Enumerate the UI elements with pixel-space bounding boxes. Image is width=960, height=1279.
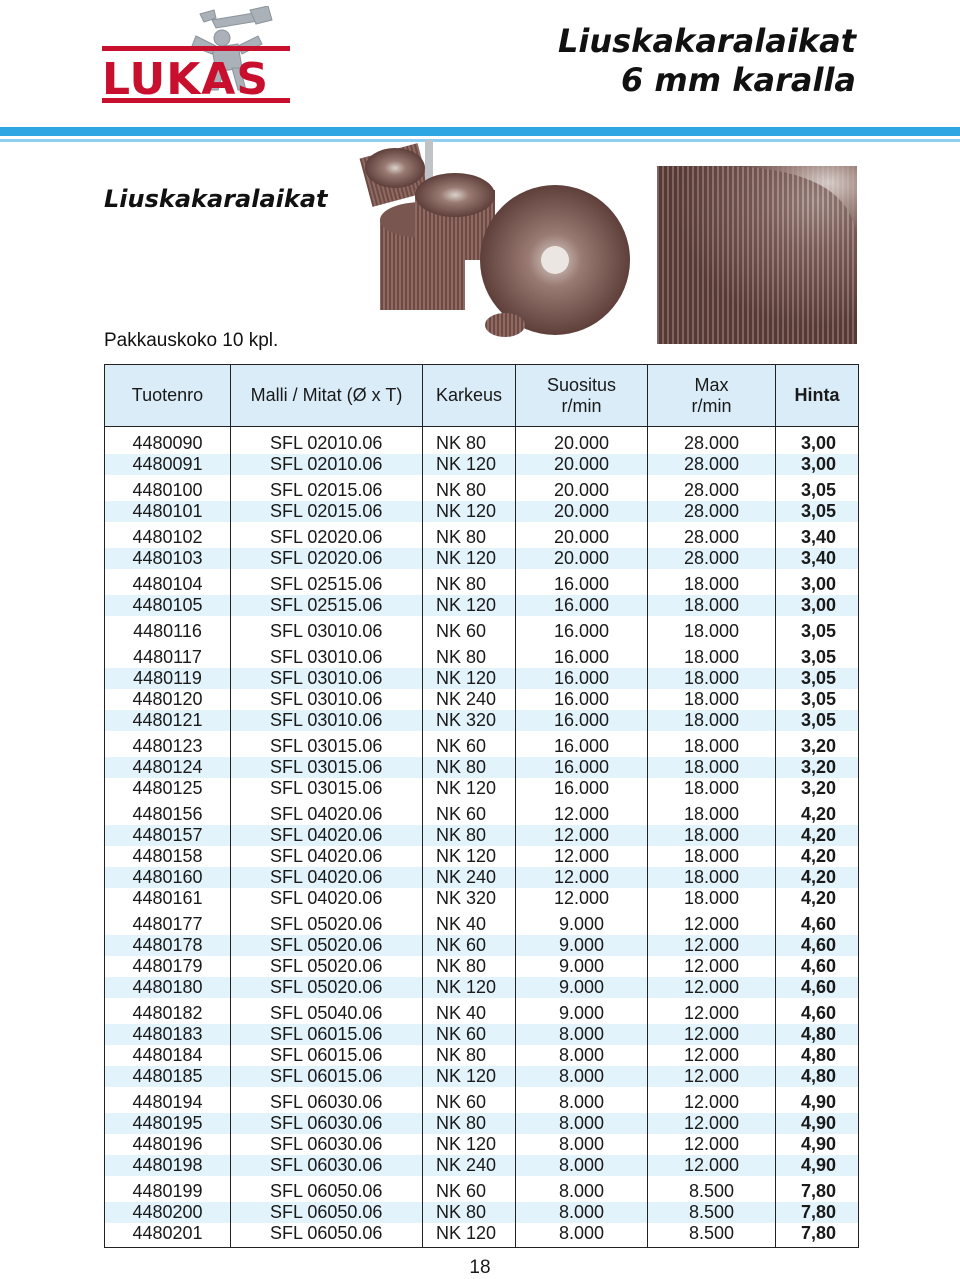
col-header-recommended-rpm [516, 365, 648, 427]
cell-product-no: 4480184 [105, 1045, 231, 1066]
cell-max-rpm: 12.000 [648, 1134, 776, 1155]
cell-model: SFL 06030.06 [231, 1134, 423, 1155]
price-table [104, 364, 859, 1248]
table-row [105, 825, 859, 846]
cell-recommended-rpm: 8.000 [516, 1155, 648, 1176]
cell-price: 4,80 [776, 1066, 859, 1087]
cell-grit: NK 60 [423, 1087, 516, 1113]
cell-recommended-rpm: 12.000 [516, 825, 648, 846]
cell-max-rpm: 12.000 [648, 956, 776, 977]
cell-price: 4,90 [776, 1134, 859, 1155]
logo-text: LUKAS [102, 54, 270, 104]
cell-model: SFL 03010.06 [231, 668, 423, 689]
cell-recommended-rpm: 16.000 [516, 689, 648, 710]
cell-grit: NK 120 [423, 846, 516, 867]
cell-grit: NK 80 [423, 825, 516, 846]
cell-price: 3,40 [776, 548, 859, 569]
cell-model: SFL 05020.06 [231, 909, 423, 935]
cell-grit: NK 60 [423, 1176, 516, 1202]
cell-grit: NK 120 [423, 548, 516, 569]
cell-product-no: 4480185 [105, 1066, 231, 1087]
cell-max-rpm: 12.000 [648, 1087, 776, 1113]
cell-product-no: 4480198 [105, 1155, 231, 1176]
cell-recommended-rpm: 9.000 [516, 956, 648, 977]
cell-recommended-rpm: 20.000 [516, 501, 648, 522]
cell-price: 4,60 [776, 956, 859, 977]
table-row [105, 454, 859, 475]
table-row [105, 888, 859, 909]
table-row [105, 427, 859, 455]
cell-max-rpm: 12.000 [648, 1045, 776, 1066]
cell-recommended-rpm: 16.000 [516, 569, 648, 595]
cell-max-rpm: 12.000 [648, 998, 776, 1024]
cell-price: 3,05 [776, 668, 859, 689]
cell-product-no: 4480200 [105, 1202, 231, 1223]
cell-max-rpm: 18.000 [648, 642, 776, 668]
page-number: 18 [469, 1257, 491, 1278]
cell-max-rpm: 12.000 [648, 1066, 776, 1087]
cell-recommended-rpm: 16.000 [516, 757, 648, 778]
cell-price: 3,05 [776, 642, 859, 668]
cell-model: SFL 06015.06 [231, 1045, 423, 1066]
cell-recommended-rpm: 12.000 [516, 799, 648, 825]
cell-max-rpm: 18.000 [648, 867, 776, 888]
cell-price: 4,60 [776, 935, 859, 956]
cell-grit: NK 60 [423, 799, 516, 825]
cell-price: 3,20 [776, 757, 859, 778]
table-row [105, 935, 859, 956]
table-row [105, 642, 859, 668]
cell-price: 4,20 [776, 825, 859, 846]
table-row [105, 595, 859, 616]
cell-max-rpm: 28.000 [648, 427, 776, 455]
cell-model: SFL 03010.06 [231, 710, 423, 731]
cell-grit: NK 320 [423, 888, 516, 909]
col-header-max-line1: Max [694, 374, 729, 395]
cell-grit: NK 240 [423, 1155, 516, 1176]
table-row [105, 710, 859, 731]
cell-max-rpm: 28.000 [648, 501, 776, 522]
table-row [105, 909, 859, 935]
cell-product-no: 4480161 [105, 888, 231, 909]
pack-size-note: Pakkauskoko 10 kpl. [104, 330, 279, 351]
cell-recommended-rpm: 8.000 [516, 1045, 648, 1066]
cell-product-no: 4480182 [105, 998, 231, 1024]
cell-product-no: 4480121 [105, 710, 231, 731]
cell-product-no: 4480194 [105, 1087, 231, 1113]
table-row [105, 799, 859, 825]
cell-max-rpm: 8.500 [648, 1176, 776, 1202]
product-photo-closeup [657, 166, 857, 344]
cell-model: SFL 06030.06 [231, 1087, 423, 1113]
cell-price: 4,20 [776, 799, 859, 825]
cell-recommended-rpm: 20.000 [516, 454, 648, 475]
cell-price: 4,20 [776, 888, 859, 909]
cell-product-no: 4480179 [105, 956, 231, 977]
cell-model: SFL 03010.06 [231, 616, 423, 642]
cell-model: SFL 03015.06 [231, 778, 423, 799]
cell-model: SFL 02010.06 [231, 454, 423, 475]
section-title: Liuskakaralaikat [104, 185, 328, 213]
cell-grit: NK 120 [423, 1066, 516, 1087]
cell-price: 4,90 [776, 1155, 859, 1176]
cell-model: SFL 03010.06 [231, 689, 423, 710]
table-row [105, 1176, 859, 1202]
cell-model: SFL 03015.06 [231, 757, 423, 778]
cell-max-rpm: 12.000 [648, 1155, 776, 1176]
cell-recommended-rpm: 9.000 [516, 935, 648, 956]
cell-model: SFL 02515.06 [231, 569, 423, 595]
cell-recommended-rpm: 9.000 [516, 998, 648, 1024]
cell-recommended-rpm: 8.000 [516, 1223, 648, 1248]
table-row [105, 548, 859, 569]
cell-price: 3,00 [776, 569, 859, 595]
col-header-grit: Karkeus [423, 365, 516, 427]
cell-price: 4,20 [776, 867, 859, 888]
cell-product-no: 4480090 [105, 427, 231, 455]
cell-product-no: 4480117 [105, 642, 231, 668]
cell-grit: NK 80 [423, 757, 516, 778]
cell-recommended-rpm: 16.000 [516, 668, 648, 689]
cell-recommended-rpm: 16.000 [516, 731, 648, 757]
cell-model: SFL 04020.06 [231, 825, 423, 846]
cell-grit: NK 80 [423, 1113, 516, 1134]
cell-model: SFL 05020.06 [231, 956, 423, 977]
cell-recommended-rpm: 8.000 [516, 1024, 648, 1045]
table-row [105, 867, 859, 888]
cell-product-no: 4480156 [105, 799, 231, 825]
cell-model: SFL 05020.06 [231, 977, 423, 998]
cell-max-rpm: 18.000 [648, 689, 776, 710]
cell-model: SFL 02020.06 [231, 548, 423, 569]
cell-product-no: 4480177 [105, 909, 231, 935]
cell-price: 4,80 [776, 1045, 859, 1066]
cell-max-rpm: 12.000 [648, 909, 776, 935]
title-line-2: 6 mm karalla [620, 61, 856, 99]
table-row [105, 1202, 859, 1223]
cell-model: SFL 02515.06 [231, 595, 423, 616]
table-row [105, 1223, 859, 1248]
table-row [105, 1113, 859, 1134]
cell-product-no: 4480196 [105, 1134, 231, 1155]
cell-model: SFL 05040.06 [231, 998, 423, 1024]
cell-grit: NK 80 [423, 956, 516, 977]
table-row [105, 522, 859, 548]
cell-recommended-rpm: 20.000 [516, 522, 648, 548]
cell-model: SFL 02015.06 [231, 501, 423, 522]
cell-recommended-rpm: 16.000 [516, 710, 648, 731]
table-row [105, 757, 859, 778]
cell-max-rpm: 12.000 [648, 977, 776, 998]
cell-price: 7,80 [776, 1202, 859, 1223]
cell-recommended-rpm: 16.000 [516, 778, 648, 799]
cell-recommended-rpm: 20.000 [516, 475, 648, 501]
table-row [105, 1066, 859, 1087]
cell-model: SFL 04020.06 [231, 846, 423, 867]
cell-max-rpm: 18.000 [648, 757, 776, 778]
table-row [105, 998, 859, 1024]
cell-recommended-rpm: 8.000 [516, 1087, 648, 1113]
cell-max-rpm: 8.500 [648, 1223, 776, 1248]
cell-price: 7,80 [776, 1223, 859, 1248]
table-row [105, 977, 859, 998]
cell-model: SFL 03010.06 [231, 642, 423, 668]
table-row [105, 731, 859, 757]
table-row [105, 956, 859, 977]
cell-recommended-rpm: 20.000 [516, 548, 648, 569]
cell-product-no: 4480105 [105, 595, 231, 616]
cell-price: 7,80 [776, 1176, 859, 1202]
cell-product-no: 4480201 [105, 1223, 231, 1248]
col-header-product-no: Tuotenro [105, 365, 231, 427]
cell-model: SFL 04020.06 [231, 867, 423, 888]
cell-max-rpm: 28.000 [648, 522, 776, 548]
cell-grit: NK 120 [423, 595, 516, 616]
cell-grit: NK 80 [423, 427, 516, 455]
cell-grit: NK 120 [423, 668, 516, 689]
cell-max-rpm: 12.000 [648, 1113, 776, 1134]
cell-max-rpm: 18.000 [648, 825, 776, 846]
cell-recommended-rpm: 16.000 [516, 642, 648, 668]
cell-product-no: 4480124 [105, 757, 231, 778]
cell-product-no: 4480116 [105, 616, 231, 642]
cell-model: SFL 02010.06 [231, 427, 423, 455]
cell-product-no: 4480119 [105, 668, 231, 689]
cell-recommended-rpm: 8.000 [516, 1066, 648, 1087]
cell-product-no: 4480103 [105, 548, 231, 569]
cell-max-rpm: 28.000 [648, 454, 776, 475]
cell-product-no: 4480123 [105, 731, 231, 757]
cell-price: 4,20 [776, 846, 859, 867]
cell-recommended-rpm: 8.000 [516, 1113, 648, 1134]
cell-price: 3,05 [776, 501, 859, 522]
cell-recommended-rpm: 12.000 [516, 846, 648, 867]
cell-max-rpm: 18.000 [648, 710, 776, 731]
cell-max-rpm: 18.000 [648, 888, 776, 909]
table-row [105, 616, 859, 642]
cell-grit: NK 120 [423, 501, 516, 522]
cell-product-no: 4480104 [105, 569, 231, 595]
col-header-max-line2: r/min [691, 395, 732, 416]
cell-grit: NK 240 [423, 867, 516, 888]
cell-model: SFL 04020.06 [231, 888, 423, 909]
cell-model: SFL 06015.06 [231, 1024, 423, 1045]
col-header-price: Hinta [776, 365, 859, 427]
cell-price: 4,90 [776, 1113, 859, 1134]
cell-recommended-rpm: 16.000 [516, 595, 648, 616]
cell-model: SFL 02020.06 [231, 522, 423, 548]
cell-model: SFL 06050.06 [231, 1223, 423, 1248]
cell-model: SFL 06030.06 [231, 1155, 423, 1176]
cell-model: SFL 06050.06 [231, 1202, 423, 1223]
cell-max-rpm: 18.000 [648, 595, 776, 616]
cell-product-no: 4480160 [105, 867, 231, 888]
cell-max-rpm: 18.000 [648, 799, 776, 825]
cell-price: 3,05 [776, 710, 859, 731]
col-header-max-rpm [648, 365, 776, 427]
cell-product-no: 4480158 [105, 846, 231, 867]
cell-price: 3,40 [776, 522, 859, 548]
table-row [105, 569, 859, 595]
cell-grit: NK 60 [423, 935, 516, 956]
cell-grit: NK 80 [423, 642, 516, 668]
cell-grit: NK 60 [423, 1024, 516, 1045]
header-divider [0, 127, 960, 136]
cell-price: 3,00 [776, 454, 859, 475]
cell-max-rpm: 18.000 [648, 778, 776, 799]
cell-grit: NK 80 [423, 1202, 516, 1223]
cell-price: 3,05 [776, 616, 859, 642]
cell-recommended-rpm: 9.000 [516, 909, 648, 935]
cell-product-no: 4480180 [105, 977, 231, 998]
cell-grit: NK 40 [423, 909, 516, 935]
cell-max-rpm: 8.500 [648, 1202, 776, 1223]
cell-grit: NK 320 [423, 710, 516, 731]
cell-grit: NK 80 [423, 569, 516, 595]
cell-product-no: 4480183 [105, 1024, 231, 1045]
cell-grit: NK 60 [423, 731, 516, 757]
cell-grit: NK 40 [423, 998, 516, 1024]
lukas-logo-graphic [100, 6, 295, 104]
cell-product-no: 4480120 [105, 689, 231, 710]
cell-recommended-rpm: 8.000 [516, 1134, 648, 1155]
cell-price: 4,90 [776, 1087, 859, 1113]
page-title [558, 22, 856, 100]
cell-product-no: 4480199 [105, 1176, 231, 1202]
cell-product-no: 4480157 [105, 825, 231, 846]
cell-model: SFL 06030.06 [231, 1113, 423, 1134]
col-header-rec-line2: r/min [561, 395, 602, 416]
product-photo-flap-wheels [355, 140, 645, 340]
cell-product-no: 4480091 [105, 454, 231, 475]
cell-product-no: 4480101 [105, 501, 231, 522]
cell-price: 4,80 [776, 1024, 859, 1045]
table-row [105, 1045, 859, 1066]
cell-grit: NK 120 [423, 1134, 516, 1155]
table-row [105, 1155, 859, 1176]
table-row [105, 1024, 859, 1045]
cell-model: SFL 03015.06 [231, 731, 423, 757]
col-header-model: Malli / Mitat (Ø x T) [231, 365, 423, 427]
table-row [105, 1087, 859, 1113]
cell-price: 4,60 [776, 998, 859, 1024]
cell-grit: NK 120 [423, 454, 516, 475]
cell-product-no: 4480125 [105, 778, 231, 799]
cell-price: 3,05 [776, 475, 859, 501]
cell-model: SFL 04020.06 [231, 799, 423, 825]
cell-grit: NK 80 [423, 522, 516, 548]
cell-recommended-rpm: 8.000 [516, 1176, 648, 1202]
table-row [105, 501, 859, 522]
cell-grit: NK 60 [423, 616, 516, 642]
cell-max-rpm: 18.000 [648, 668, 776, 689]
cell-grit: NK 80 [423, 475, 516, 501]
cell-price: 3,00 [776, 595, 859, 616]
table-row [105, 689, 859, 710]
cell-product-no: 4480102 [105, 522, 231, 548]
table-row [105, 668, 859, 689]
cell-max-rpm: 18.000 [648, 569, 776, 595]
col-header-rec-line1: Suositus [546, 374, 617, 395]
lukas-logo [100, 6, 295, 104]
table-row [105, 846, 859, 867]
cell-grit: NK 240 [423, 689, 516, 710]
table-row [105, 778, 859, 799]
cell-price: 3,00 [776, 427, 859, 455]
cell-price: 3,20 [776, 778, 859, 799]
cell-grit: NK 120 [423, 977, 516, 998]
cell-price: 3,05 [776, 689, 859, 710]
cell-max-rpm: 12.000 [648, 935, 776, 956]
cell-recommended-rpm: 12.000 [516, 888, 648, 909]
cell-recommended-rpm: 12.000 [516, 867, 648, 888]
cell-recommended-rpm: 16.000 [516, 616, 648, 642]
cell-product-no: 4480178 [105, 935, 231, 956]
table-row [105, 1134, 859, 1155]
cell-max-rpm: 28.000 [648, 548, 776, 569]
cell-product-no: 4480195 [105, 1113, 231, 1134]
cell-recommended-rpm: 20.000 [516, 427, 648, 455]
cell-grit: NK 120 [423, 778, 516, 799]
cell-price: 3,20 [776, 731, 859, 757]
cell-grit: NK 120 [423, 1223, 516, 1248]
cell-model: SFL 06050.06 [231, 1176, 423, 1202]
cell-max-rpm: 12.000 [648, 1024, 776, 1045]
cell-recommended-rpm: 9.000 [516, 977, 648, 998]
table-header-row [105, 365, 859, 427]
title-line-1: Liuskakaralaikat [557, 22, 856, 60]
table-row [105, 475, 859, 501]
cell-max-rpm: 18.000 [648, 731, 776, 757]
cell-model: SFL 05020.06 [231, 935, 423, 956]
cell-price: 4,60 [776, 977, 859, 998]
cell-product-no: 4480100 [105, 475, 231, 501]
cell-max-rpm: 28.000 [648, 475, 776, 501]
cell-grit: NK 80 [423, 1045, 516, 1066]
cell-max-rpm: 18.000 [648, 616, 776, 642]
cell-recommended-rpm: 8.000 [516, 1202, 648, 1223]
cell-model: SFL 02015.06 [231, 475, 423, 501]
cell-price: 4,60 [776, 909, 859, 935]
cell-max-rpm: 18.000 [648, 846, 776, 867]
cell-model: SFL 06015.06 [231, 1066, 423, 1087]
